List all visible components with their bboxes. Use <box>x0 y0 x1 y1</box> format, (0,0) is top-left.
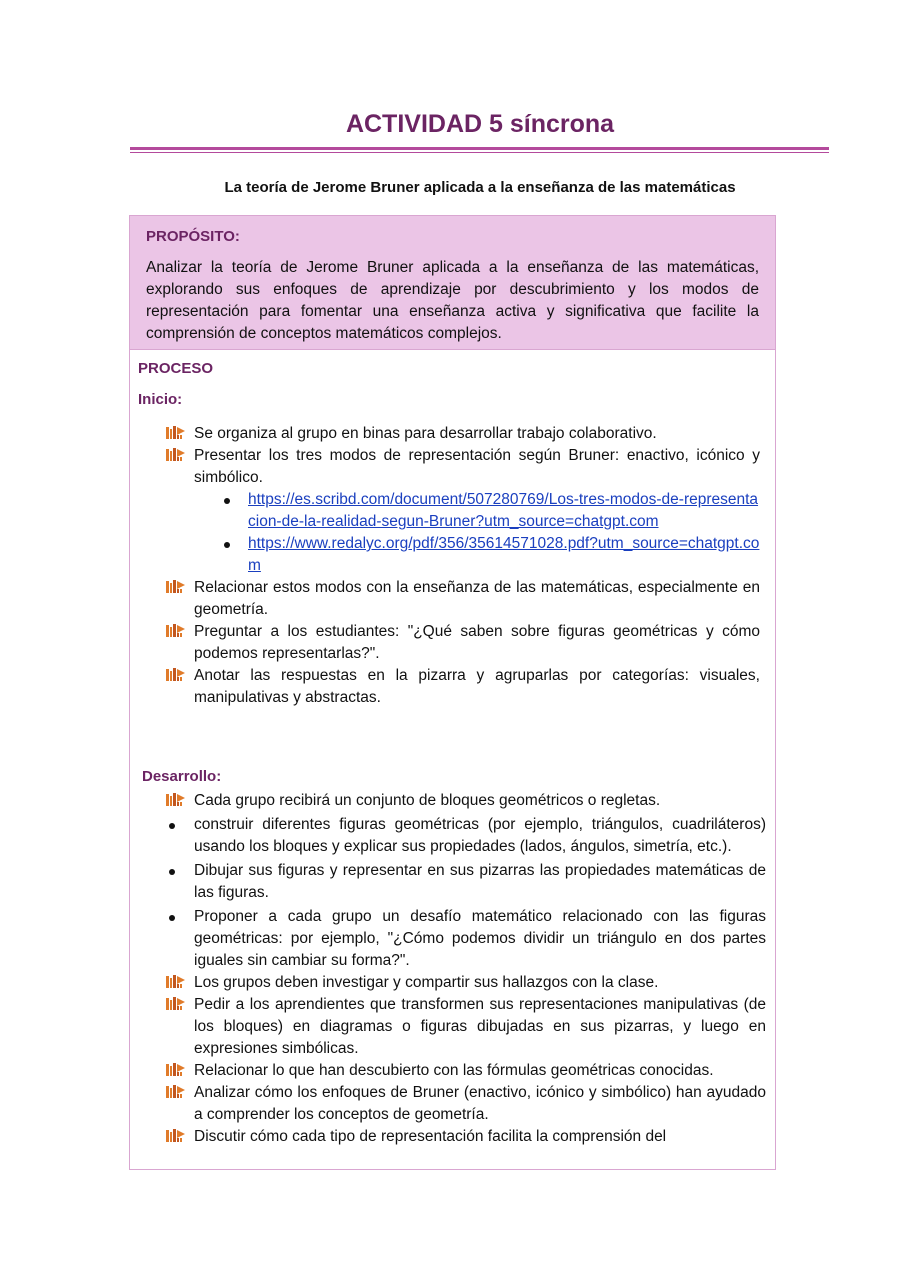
scribd-link[interactable]: https://es.scribd.com/document/507280769/Los-tres-modos-de-representacion-de-la-realidad-segun-Bruner?utm_source=chatgpt.com <box>248 491 759 530</box>
bullet-dot-icon <box>169 915 175 921</box>
page-title: ACTIVIDAD 5 síncrona <box>345 110 615 138</box>
list-item: Relacionar estos modos con la enseñanza de las matemáticas, especialmente en geometría. <box>166 577 760 621</box>
bullet-dot-icon <box>224 542 230 548</box>
book-bullet-icon <box>166 1085 186 1099</box>
list-item: Presentar los tres modos de representación según Bruner: enactivo, icónico y simbólico. https://es.scribd.com/document/507280769/Los-tres-modos-de-representacion-de-la-realidad-segun-Bruner?utm_source=chatgpt.com https://www.redalyc.org/pdf/356/35614571028.pdf?utm_source=chatgpt.com <box>166 445 760 577</box>
bullet-dot-icon <box>224 498 230 504</box>
subtitle: La teoría de Jerome Bruner aplicada a la enseñanza de las matemáticas <box>224 179 736 196</box>
list-item: Relacionar lo que han descubierto con las fórmulas geométricas conocidas. <box>166 1060 766 1082</box>
list-item: Se organiza al grupo en binas para desarrollar trabajo colaborativo. <box>166 423 760 445</box>
purpose-text: Analizar la teoría de Jerome Bruner aplicada a la enseñanza de las matemáticas, explorando sus enfoques de aprendizaje por descubrimiento y los modos de representación para fomentar una enseñanza activa y significativa que facilite la comprensión de conceptos matemáticos complejos. <box>146 259 759 342</box>
book-bullet-icon <box>166 580 186 594</box>
reference-links <box>194 489 760 577</box>
book-bullet-icon <box>166 975 186 989</box>
bullet-dot-icon <box>169 869 175 875</box>
list-item: Proponer a cada grupo un desafío matemático relacionado con las figuras geométricas: por ejemplo, "¿Cómo podemos dividir un triángulo en dos partes iguales sin cambiar su forma?". <box>166 906 766 972</box>
redalyc-link[interactable]: https://www.redalyc.org/pdf/356/35614571028.pdf?utm_source=chatgpt.com <box>248 535 760 574</box>
book-bullet-icon <box>166 1129 186 1143</box>
list-item: Cada grupo recibirá un conjunto de bloques geométricos o regletas. <box>166 790 766 812</box>
process-label: PROCESO <box>138 360 214 377</box>
list-item: Preguntar a los estudiantes: "¿Qué saben sobre figuras geométricas y cómo podemos representarlas?". <box>166 621 760 665</box>
bullet-dot-icon <box>169 823 175 829</box>
link-item <box>194 533 760 577</box>
book-bullet-icon <box>166 448 186 462</box>
book-bullet-icon <box>166 426 186 440</box>
list-item: Anotar las respuestas en la pizarra y agruparlas por categorías: visuales, manipulativas y abstractas. <box>166 665 760 709</box>
book-bullet-icon <box>166 793 186 807</box>
list-item: Discutir cómo cada tipo de representación facilita la comprensión del <box>166 1126 766 1148</box>
title-rule <box>130 147 829 153</box>
purpose-section <box>130 216 775 350</box>
desarrollo-label: Desarrollo: <box>142 768 222 785</box>
link-item <box>194 489 760 533</box>
list-item: Los grupos deben investigar y compartir sus hallazgos con la clase. <box>166 972 766 994</box>
list-item: Pedir a los aprendientes que transformen sus representaciones manipulativas (de los bloques) en diagramas o figuras dibujadas en sus pizarras, y luego en expresiones simbólicas. <box>166 994 766 1060</box>
desarrollo-list <box>166 790 766 1148</box>
book-bullet-icon <box>166 1063 186 1077</box>
book-bullet-icon <box>166 997 186 1011</box>
list-item: Dibujar sus figuras y representar en sus pizarras las propiedades matemáticas de las figuras. <box>166 860 766 904</box>
inicio-label: Inicio: <box>138 391 183 408</box>
purpose-label: PROPÓSITO: <box>146 228 240 245</box>
list-item: construir diferentes figuras geométricas (por ejemplo, triángulos, cuadriláteros) usando los bloques y explicar sus propiedades (lados, ángulos, simetría, etc.). <box>166 814 766 858</box>
inicio-list <box>166 423 760 709</box>
activity-table <box>129 215 776 1170</box>
book-bullet-icon <box>166 668 186 682</box>
list-item: Analizar cómo los enfoques de Bruner (enactivo, icónico y simbólico) han ayudado a comprender los conceptos de geometría. <box>166 1082 766 1126</box>
book-bullet-icon <box>166 624 186 638</box>
